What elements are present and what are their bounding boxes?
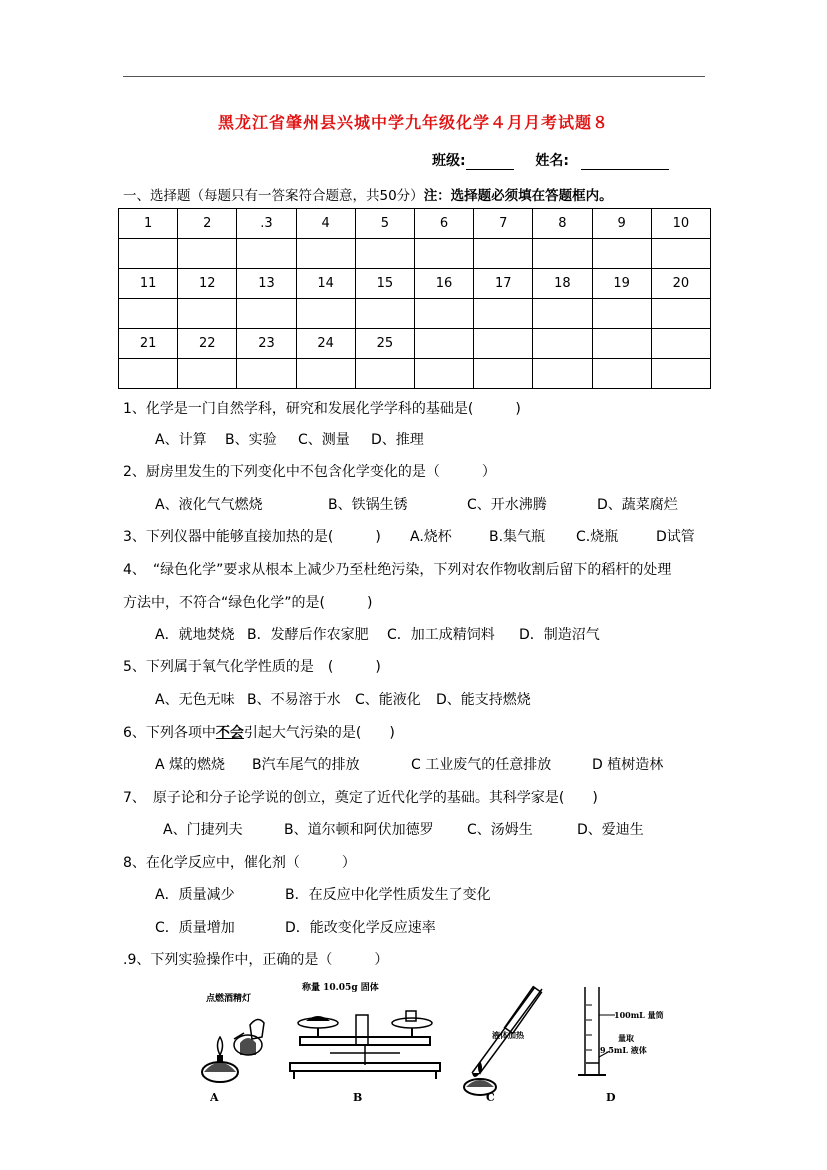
- q1-option-a: A、计算: [155, 432, 207, 448]
- q5-option-d: D、能支持燃烧: [436, 692, 531, 708]
- answer-blank-cell[interactable]: [474, 359, 533, 389]
- q8-option-c: C．质量增加: [155, 920, 235, 936]
- answer-number-cell: [651, 329, 710, 359]
- answer-blank-cell[interactable]: [474, 239, 533, 269]
- answer-blank-cell[interactable]: [592, 299, 651, 329]
- q3-option-a: A.烧杯: [410, 529, 452, 545]
- q2-option-b: B、铁锅生锈: [328, 497, 408, 513]
- answer-number-cell: [474, 329, 533, 359]
- label-a: A: [210, 1091, 219, 1104]
- experiment-figure: [190, 975, 670, 1105]
- answer-blank-cell[interactable]: [178, 299, 237, 329]
- alcohol-lamp-illustration: [202, 992, 264, 1104]
- page-title: 黑龙江省肇州县兴城中学九年级化学４月月考试题８: [217, 113, 609, 132]
- section-note: 注：选择题必须填在答题框内。: [423, 188, 613, 204]
- q5-option-b: B、不易溶于水: [247, 692, 341, 708]
- question-6: 6、下列各项中不会引起大气污染的是( ): [123, 725, 395, 741]
- q2-option-a: A、液化气气燃烧: [155, 497, 263, 513]
- answer-number-cell: 12: [178, 269, 237, 299]
- answer-blank-cell[interactable]: [237, 299, 296, 329]
- class-label: 班级:: [432, 153, 466, 169]
- name-label: 姓名:: [535, 153, 569, 169]
- answer-blank-cell[interactable]: [414, 239, 473, 269]
- class-blank[interactable]: [466, 169, 514, 170]
- name-blank[interactable]: [581, 169, 669, 170]
- caption-d-measure: 量取: [618, 1033, 634, 1043]
- answer-number-cell: 8: [533, 209, 592, 239]
- answer-blank-row: [119, 299, 711, 329]
- underlined-not: 不会: [215, 725, 244, 741]
- answer-number-cell: 2: [178, 209, 237, 239]
- answer-number-cell: 23: [237, 329, 296, 359]
- answer-number-cell: 19: [592, 269, 651, 299]
- answer-blank-cell[interactable]: [296, 239, 355, 269]
- q2-option-c: C、开水沸腾: [467, 497, 547, 513]
- q6-option-b: B汽车尾气的排放: [252, 757, 360, 773]
- q4-option-c: C．加工成精饲料: [387, 627, 495, 643]
- answer-blank-cell[interactable]: [414, 359, 473, 389]
- q1-option-b: B、实验: [225, 432, 277, 448]
- answer-number-cell: 13: [237, 269, 296, 299]
- answer-blank-cell[interactable]: [414, 299, 473, 329]
- answer-number-cell: 10: [651, 209, 710, 239]
- caption-d-volume: 9.5mL 液体: [600, 1045, 647, 1055]
- answer-blank-cell[interactable]: [592, 359, 651, 389]
- answer-number-cell: 15: [355, 269, 414, 299]
- q4-option-a: A．就地焚烧: [155, 627, 235, 643]
- q1-option-c: C、测量: [298, 432, 350, 448]
- answer-blank-cell[interactable]: [119, 299, 178, 329]
- question-7: 7、 原子论和分子论学说的创立，奠定了近代化学的基础。其科学家是( ): [123, 790, 598, 806]
- answer-blank-cell[interactable]: [651, 299, 710, 329]
- answer-number-cell: 9: [592, 209, 651, 239]
- header-rule: [123, 76, 705, 77]
- graduated-cylinder-illustration: [578, 987, 664, 1104]
- q5-option-c: C、能液化: [355, 692, 421, 708]
- answer-blank-cell[interactable]: [474, 299, 533, 329]
- answer-number-row: [119, 209, 711, 239]
- q7-option-d: D、爱迪生: [577, 822, 644, 838]
- q3-option-b: B.集气瓶: [489, 529, 546, 545]
- q7-option-c: C、汤姆生: [467, 822, 533, 838]
- q8-option-d: D．能改变化学反应速率: [285, 920, 436, 936]
- question-4: 4、 “绿色化学”要求从根本上减少乃至杜绝污染，下列对农作物收割后留下的稻杆的处理: [123, 562, 672, 578]
- answer-number-cell: 4: [296, 209, 355, 239]
- answer-blank-cell[interactable]: [119, 239, 178, 269]
- answer-number-cell: 25: [355, 329, 414, 359]
- answer-blank-cell[interactable]: [237, 239, 296, 269]
- answer-number-cell: 20: [651, 269, 710, 299]
- answer-number-cell: 14: [296, 269, 355, 299]
- q4-option-d: D．制造沼气: [519, 627, 600, 643]
- answer-blank-cell[interactable]: [533, 299, 592, 329]
- answer-number-row: [119, 269, 711, 299]
- q8-option-a: A．质量减少: [155, 887, 235, 903]
- answer-blank-cell[interactable]: [296, 299, 355, 329]
- q7-option-a: A、门捷列夫: [163, 822, 243, 838]
- answer-number-cell: 21: [119, 329, 178, 359]
- answer-number-cell: .3: [237, 209, 296, 239]
- question-3: 3、下列仪器中能够直接加热的是( ): [123, 529, 381, 545]
- answer-number-cell: [414, 329, 473, 359]
- answer-number-cell: 11: [119, 269, 178, 299]
- q6-option-a: A 煤的燃烧: [155, 757, 226, 773]
- caption-d-cylinder: 100mL 量筒: [614, 1010, 664, 1020]
- answer-number-row: [119, 329, 711, 359]
- answer-blank-cell[interactable]: [592, 239, 651, 269]
- answer-blank-cell[interactable]: [533, 239, 592, 269]
- answer-blank-cell[interactable]: [178, 359, 237, 389]
- answer-number-cell: 17: [474, 269, 533, 299]
- caption-c: 液体加热: [492, 1030, 524, 1040]
- question-2: 2、厨房里发生的下列变化中不包含化学变化的是（ ）: [123, 464, 496, 480]
- q6-option-d: D 植树造林: [592, 757, 664, 773]
- q1-option-d: D、推理: [371, 432, 424, 448]
- q2-option-d: D、蔬菜腐烂: [597, 497, 678, 513]
- answer-blank-cell[interactable]: [355, 299, 414, 329]
- question-9: .9、下列实验操作中，正确的是（ ）: [123, 952, 389, 968]
- label-d: D: [606, 1091, 616, 1104]
- q6-option-c: C 工业废气的任意排放: [411, 757, 552, 773]
- answer-number-cell: 24: [296, 329, 355, 359]
- q3-option-d: D试管: [656, 529, 695, 545]
- answer-blank-cell[interactable]: [533, 359, 592, 389]
- question-8: 8、在化学反应中，催化剂（ ）: [123, 855, 356, 871]
- answer-blank-row: [119, 239, 711, 269]
- q5-option-a: A、无色无味: [155, 692, 235, 708]
- liquid-heating-illustration: [464, 987, 542, 1104]
- answer-number-cell: 16: [414, 269, 473, 299]
- q4-option-b: B．发酵后作农家肥: [247, 627, 369, 643]
- class-name-line: [432, 150, 669, 170]
- balance-illustration: [290, 981, 440, 1104]
- answer-number-cell: [592, 329, 651, 359]
- answer-number-cell: 1: [119, 209, 178, 239]
- answer-blank-cell[interactable]: [178, 239, 237, 269]
- answer-blank-cell[interactable]: [355, 359, 414, 389]
- answer-number-cell: 18: [533, 269, 592, 299]
- answer-number-cell: 5: [355, 209, 414, 239]
- answer-table: [118, 208, 711, 389]
- answer-blank-cell[interactable]: [355, 239, 414, 269]
- question-5: 5、下列属于氧气化学性质的是 ( ): [123, 659, 381, 675]
- q3-option-c: C.烧瓶: [576, 529, 619, 545]
- q7-option-b: B、道尔顿和阿伏加德罗: [284, 822, 434, 838]
- answer-blank-cell[interactable]: [237, 359, 296, 389]
- answer-blank-cell[interactable]: [119, 359, 178, 389]
- label-c: C: [486, 1091, 495, 1104]
- answer-number-cell: 6: [414, 209, 473, 239]
- answer-blank-cell[interactable]: [651, 359, 710, 389]
- answer-number-cell: 22: [178, 329, 237, 359]
- answer-blank-row: [119, 359, 711, 389]
- answer-blank-cell[interactable]: [651, 239, 710, 269]
- answer-number-cell: 7: [474, 209, 533, 239]
- caption-b: 称量 10.05g 固体: [302, 983, 379, 993]
- caption-a: 点燃酒精灯: [206, 994, 252, 1004]
- answer-number-cell: [533, 329, 592, 359]
- question-4-line2: 方法中，不符合“绿色化学”的是( ): [123, 595, 373, 611]
- q8-option-b: B．在反应中化学性质发生了变化: [285, 887, 491, 903]
- section-heading: 一、选择题（每题只有一答案符合题意，共50分）注：选择题必须填在答题框内。: [123, 188, 613, 204]
- label-b: B: [353, 1091, 363, 1104]
- question-1: 1、化学是一门自然学科，研究和发展化学学科的基础是( ): [123, 401, 521, 417]
- answer-blank-cell[interactable]: [296, 359, 355, 389]
